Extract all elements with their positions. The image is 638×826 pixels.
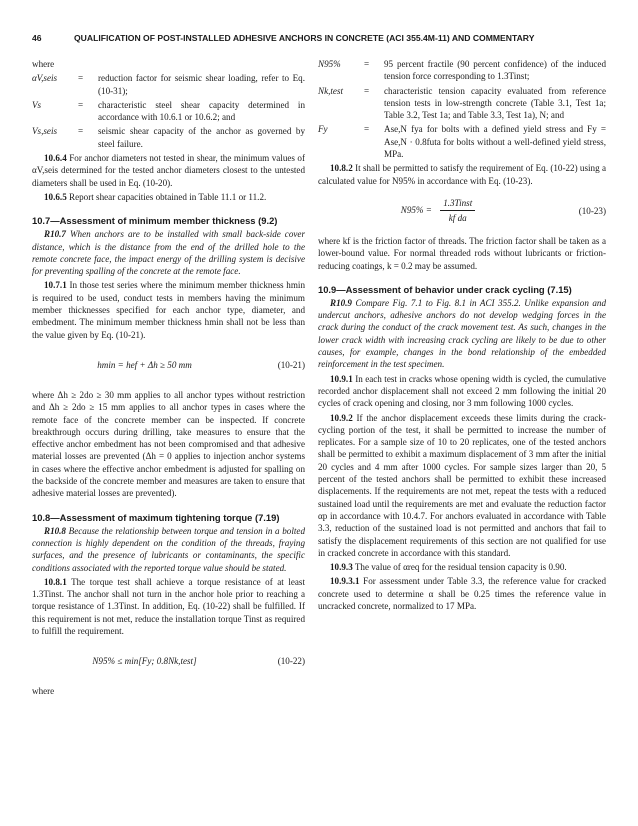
equation-10-21 — [32, 345, 305, 385]
commentary-r10-8 — [32, 525, 305, 574]
clause-text: The torque test shall achieve a torque resistance of at least 1.3Tinst. The anchor shall not turn in the anchor hole prior to reaching a torque resistance of 1.3Tinst. In addition, Eq. (10-22) shall be fulfilled. If this requirement is not met, reduce the installation torque Tinst as required to fulfill the requirement. — [32, 576, 305, 636]
paragraph-after-10-21: where Δh ≥ 2do ≥ 30 mm applies to all anchor types without restriction and Δh ≥ 2do ≥ 15 mm applies to all anchor types in cases where the remote face of the concrete member can be inspected. If concrete breakthrough occurs during drilling, take measures to ensure that the effective anchor embedment has not been compromised and that adhesive material losses are prevented (Δh = 0 applies to injection anchor systems in cases where the effective anchor embedment is adjusted for spalling on the backside of the concrete member and measures are taken to ensure that adhesive material losses are prevented). — [32, 389, 305, 499]
section-heading-10-8: 10.8—Assessment of maximum tightening torque (7.19) — [32, 511, 280, 523]
clause-number: 10.6.4 — [44, 153, 67, 164]
def-text: characteristic tension capacity evaluated from reference tension tests in low-strength concrete (Table 3.1, Test 1a; Table 3.2, Test 1a; and Table 3.3, Test 1a), N; and — [384, 85, 606, 121]
clause-text: For anchor diameters not tested in shear, the minimum values of αV,seis determined for the tested anchor diameters closest to the untested diameters shall be used in Eq. (10-20). — [32, 153, 305, 188]
clause-number: 10.9.2 — [330, 412, 353, 423]
paragraph-10-6-4 — [32, 152, 305, 189]
running-title: QUALIFICATION OF POST-INSTALLED ADHESIVE ANCHORS IN CONCRETE (ACI 355.4M-11) AND COMMENTARY — [74, 33, 535, 43]
def-text: characteristic steel shear capacity determined in accordance with 10.6.1 or 10.6.2; and — [98, 99, 305, 123]
page-number: 46 — [32, 33, 42, 43]
commentary-text: Compare Fig. 7.1 to Fig. 8.1 in ACI 355.2. Unlike expansion and undercut anchors, adhesive anchors do not develop wedging forces in the crack during the conduct of the crack movement test. As such, changes in the lower crack width with increasing crack cycling are likely to be due to other causes, for example, changes in the bond relationship of the embedded reinforcement in the test specimen. — [318, 297, 606, 370]
def-symbol: Vs — [32, 99, 42, 110]
equation-body — [318, 197, 558, 225]
paragraph-after-10-23: where kf is the friction factor of threads. The friction factor shall be taken as a lower-bound value. For normal threaded rods without lubricants or friction-reducing coatings, k = 0.2 may be assumed. — [318, 235, 606, 271]
paragraph-10-9-2 — [318, 412, 606, 560]
equation-10-23 — [318, 191, 606, 231]
clause-text: If the anchor displacement exceeds these limits during the crack-cycling portion of the test, it shall be permitted to increase the number of replicates. For a sample size of 10 to 20 replicates, one of the tested anchors shall be permitted to exhibit a maximum displacement of 3 mm after the initial 20 cycles and 4 mm after 1000 cycles. For sample sizes larger than 20, 5 percent of the tested anchors shall be permitted to exhibit these increased displacements. If the requirements are not met, repeat the tests with a reduced sustained load until the requirements are met and evaluate the reduction factor αp in accordance with 10.4.7. For anchors evaluated in accordance with Table 3.3, reduction of the sustained load is not permitted and anchors that fail to satisfy the displacement requirements of this section are not qualified for use in cracked concrete in accordance with this standard. — [318, 412, 606, 558]
clause-text: The value of αreq for the residual tension capacity is 0.90. — [354, 562, 567, 573]
clause-text: For assessment under Table 3.3, the reference value for cracked concrete used to determine α shall be 0.25 times the reference value in uncracked concrete, normalized to 17 MPa. — [318, 576, 606, 611]
def-equals: = — [364, 85, 370, 96]
paragraph-10-9-3 — [318, 561, 606, 573]
fraction-numerator: 1.3Tinst — [440, 197, 475, 211]
commentary-number: R10.9 — [330, 297, 352, 308]
def-equals: = — [78, 73, 84, 84]
paragraph-10-9-1 — [318, 373, 606, 410]
clause-number: 10.6.5 — [44, 191, 67, 202]
paragraph-10-7-1 — [32, 279, 305, 340]
def-equals: = — [364, 59, 370, 69]
def-equals: = — [364, 124, 370, 135]
equation-number: (10-21) — [277, 359, 305, 370]
clause-text: It shall be permitted to satisfy the requirement of Eq. (10-22) using a calculated value for N95% in accordance with Eq. (10-23). — [318, 163, 607, 186]
commentary-text: When anchors are to be installed with small back-side cover distance, which is the distance from the end of the drilled hole to the remote concrete face, the impact energy of the drilling system is decisive for preventing spalling of the concrete at the remote face. — [32, 229, 305, 277]
clause-number: 10.9.3.1 — [330, 576, 360, 587]
commentary-number: R10.8 — [44, 525, 66, 536]
paragraph-10-9-3-1 — [318, 575, 606, 612]
definition-list-right — [318, 58, 606, 160]
def-symbol: Nk,test — [318, 85, 344, 96]
def-text: reduction factor for seismic shear loading, refer to Eq. (10-31); — [98, 73, 305, 96]
clause-number: 10.8.2 — [330, 163, 353, 174]
def-text: Ase,N fya for bolts with a defined yield stress and Fy = Ase,N · 0.8futa for bolts without a well-defined yield stress, MPa. — [384, 124, 606, 160]
commentary-text: Because the relationship between torque and tension in a bolted connection is highly dependent on the condition of the threads, fraying surfaces, and the presence of lubricants or contaminants, the specific conditions associated with the reported torque value should be stated. — [32, 525, 305, 573]
commentary-r10-9 — [318, 297, 606, 371]
paragraph-10-8-1 — [32, 576, 305, 637]
paragraph-10-8-2 — [318, 162, 606, 187]
definition-list-left — [32, 72, 305, 150]
section-heading-10-9: 10.9—Assessment of behavior under crack cycling (7.15) — [318, 283, 572, 295]
where-label: where — [32, 686, 55, 697]
commentary-number: R10.7 — [44, 229, 66, 240]
paragraph-10-6-5 — [32, 191, 305, 203]
equation-fraction — [440, 197, 475, 225]
equation-body: N95% ≤ min[Fy; 0.8Nk,test] — [92, 656, 197, 667]
clause-number: 10.8.1 — [44, 576, 67, 587]
def-symbol: N95% — [318, 59, 341, 69]
equation-lhs: N95% = — [400, 205, 432, 216]
equation-number: (10-23) — [578, 205, 606, 216]
def-text: seismic shear capacity of the anchor as governed by steel failure. — [98, 126, 305, 149]
left-column — [32, 58, 305, 700]
clause-text: In each test in cracks whose opening width is cycled, the cumulative recorded anchor displacement shall not exceed 2 mm following the initial 20 cycles of crack opening and closing, nor 3 mm following 1000 cycles. — [318, 373, 606, 409]
where-label: where — [32, 59, 55, 69]
def-symbol: Vs,seis — [32, 126, 58, 137]
section-heading-10-7: 10.7—Assessment of minimum member thickness (9.2) — [32, 215, 278, 227]
def-symbol: Fy — [318, 124, 328, 135]
clause-text: In those test series where the minimum member thickness hmin is required to be used, conduct tests in members having the minimum member thicknesses specified for each anchor type, diameter, and embedment. The minimum member thickness hmin shall not be less than the value given by Eq. (10-21). — [32, 280, 305, 340]
def-equals: = — [78, 99, 84, 110]
equation-number: (10-22) — [277, 656, 305, 667]
def-text: 95 percent fractile (90 percent confidence) of the induced tension force corresponding to 1.3Tinst; — [384, 59, 606, 82]
clause-number: 10.9.3 — [330, 562, 353, 573]
def-equals: = — [78, 126, 84, 137]
def-symbol: αV,seis — [32, 73, 58, 84]
right-column — [318, 58, 606, 614]
page-header — [32, 33, 612, 49]
clause-number: 10.9.1 — [330, 373, 353, 384]
commentary-r10-7 — [32, 228, 305, 277]
clause-number: 10.7.1 — [44, 280, 67, 291]
equation-body: hmin = hef + Δh ≥ 50 mm — [97, 359, 192, 370]
clause-text: Report shear capacities obtained in Table 11.1 or 11.2. — [69, 191, 267, 202]
fraction-denominator: kf da — [448, 213, 467, 224]
equation-10-22 — [32, 641, 305, 681]
